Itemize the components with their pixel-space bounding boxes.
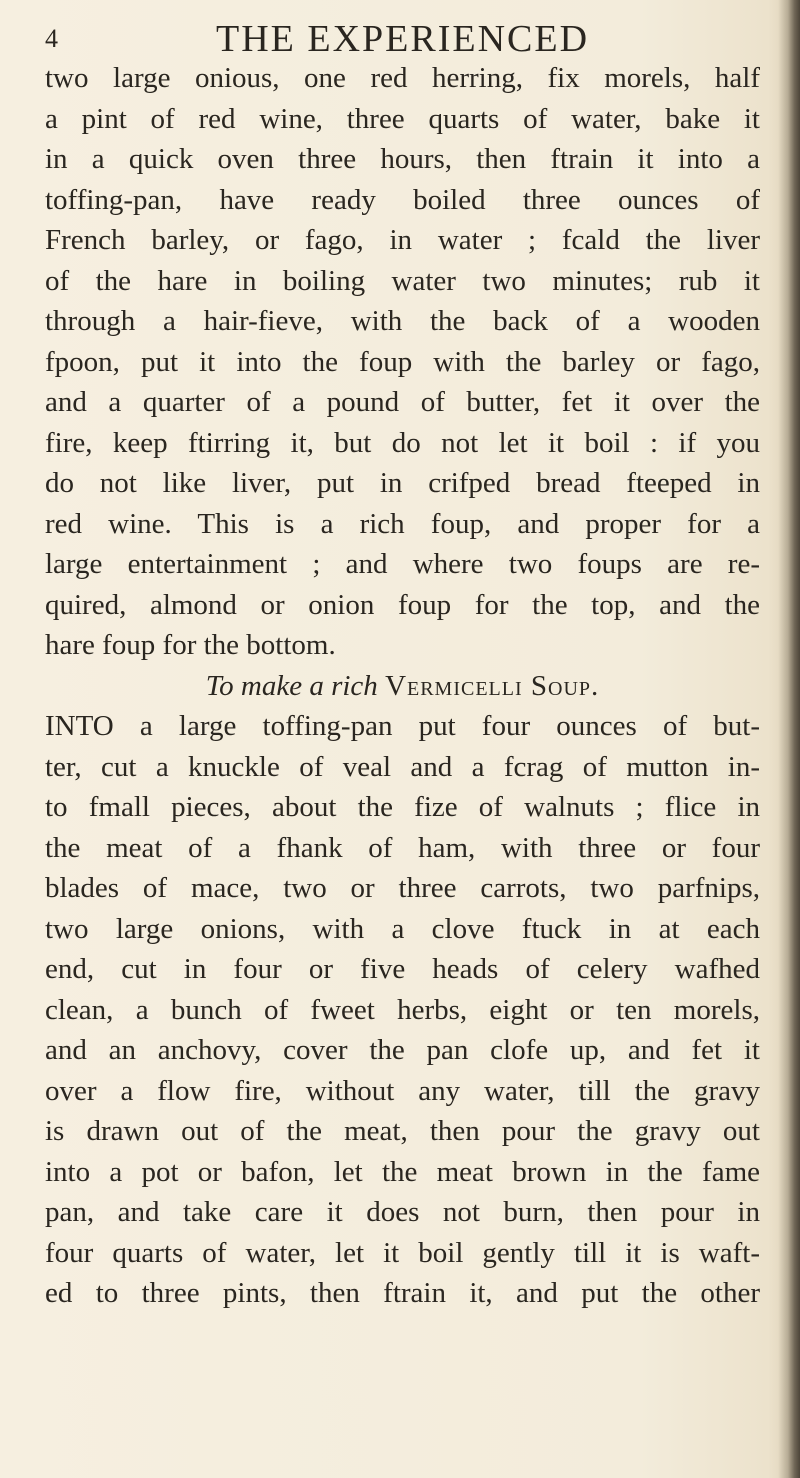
text-line: hare foup for the bottom.	[45, 629, 336, 661]
recipe-heading-italic: To make a rich	[205, 669, 378, 702]
text-line: two large onions, with a clove ftuck in at each	[45, 912, 760, 945]
text-line: the meat of a fhank of ham, with three or four	[45, 831, 760, 864]
text-line: over a flow fire, without any water, till the gravy	[45, 1074, 760, 1107]
page-header	[45, 14, 760, 64]
text-line: ter, cut a knuckle of veal and a fcrag of mutton in-	[45, 750, 760, 783]
text-line: two large onious, one red herring, fix morels, half	[45, 62, 760, 94]
text-line: blades of mace, two or three carrots, two parfnips,	[45, 872, 760, 904]
text-line: quired, almond or onion foup for the top, and the	[45, 588, 760, 621]
text-line: through a hair-fieve, with the back of a wooden	[45, 305, 760, 337]
page-number: 4	[45, 24, 58, 53]
text-line: a pint of red wine, three quarts of water, bake it	[45, 102, 760, 135]
text-line: do not like liver, put in crifped bread fteeped in	[45, 467, 760, 499]
text-line: of the hare in boiling water two minutes; rub it	[45, 264, 760, 297]
paragraph-hare-soup	[45, 58, 760, 666]
text-line: and a quarter of a pound of butter, fet it over the	[45, 386, 760, 418]
running-head: THE EXPERIENCED	[215, 18, 590, 60]
text-line: fire, keep ftirring it, but do not let it boil : if you	[45, 426, 760, 459]
text-line: ed to three pints, then ftrain it, and put the other	[45, 1277, 760, 1309]
text-line: to fmall pieces, about the fize of walnuts ; flice in	[45, 791, 760, 823]
text-line: four quarts of water, let it boil gently till it is waft-	[45, 1236, 760, 1269]
text-line: fpoon, put it into the foup with the barley or fago,	[45, 345, 760, 378]
text-line: clean, a bunch of fweet herbs, eight or ten morels,	[45, 993, 760, 1026]
paragraph-vermicelli-soup	[45, 706, 760, 1314]
recipe-heading-title: Vermicelli Soup.	[385, 669, 600, 702]
text-line: is drawn out of the meat, then pour the gravy out	[45, 1115, 760, 1147]
text-line: and an anchovy, cover the pan clofe up, and fet it	[45, 1034, 760, 1066]
body-text	[45, 58, 760, 1314]
text-line: in a quick oven three hours, then ftrain it into a	[45, 143, 760, 175]
text-line: INTO a large toffing-pan put four ounces of but-	[45, 710, 760, 742]
text-line: end, cut in four or five heads of celery wafhed	[45, 953, 760, 985]
page-binding-shadow	[778, 0, 800, 1478]
text-line: large entertainment ; and where two foups are re-	[45, 548, 760, 580]
text-line: pan, and take care it does not burn, then pour in	[45, 1196, 760, 1228]
text-line: red wine. This is a rich foup, and proper for a	[45, 507, 760, 540]
text-line: into a pot or bafon, let the meat brown in the fame	[45, 1155, 760, 1188]
text-line: toffing-pan, have ready boiled three ounces of	[45, 183, 760, 216]
recipe-heading	[45, 666, 760, 707]
text-line: French barley, or fago, in water ; fcald the liver	[45, 224, 760, 256]
